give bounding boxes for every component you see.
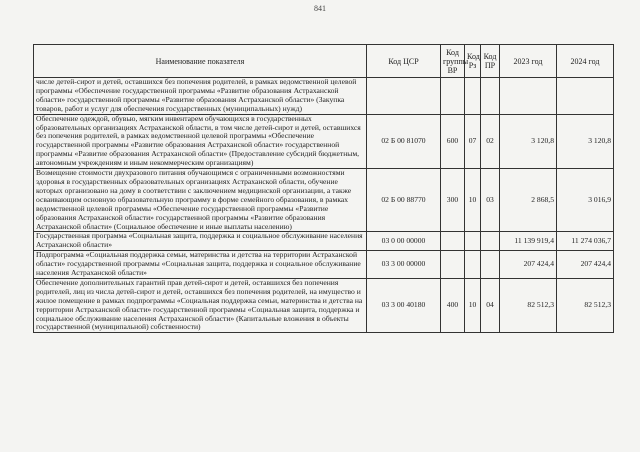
row-name: Обеспечение одеждой, обувью, мягким инвентарем обучающихся в государственных образовательных организациях Астраханской области, в том числе детей-сирот и детей, оставшихся без попечения родителей, в рамках ведомственной целевой программы «Обеспечение государственной программы «Развитие образования Астраханской области» государственной программы «Развитие образования Астраханской области» (Предоставление субсидий бюджетным, автономным учреждениям и иным некоммерческим организациям) xyxy=(34,114,367,168)
row-vr: 300 xyxy=(441,169,465,232)
row-2023: 11 139 919,4 xyxy=(500,232,557,251)
row-vr xyxy=(441,78,465,115)
row-csr: 02 Б 00 88770 xyxy=(367,169,441,232)
row-rz xyxy=(465,251,481,279)
header-csr: Код ЦСР xyxy=(367,45,441,78)
row-name: Обеспечение дополнительных гарантий прав детей-сирот и детей, оставшихся без попечения родителей, лиц из числа детей-сирот и детей, оставшихся без попечения родителей, на имущество и жилое помещение в рамках подпрограммы «Социальная поддержка семьи, материнства и детства на территории Астраханской области» государственной программы «Социальная защита, поддержка и социальное обслуживание населения Астраханской области» (Капитальные вложения в объекты государственной (муниципальной) собственности) xyxy=(34,278,367,332)
row-2023 xyxy=(500,78,557,115)
table-row xyxy=(34,78,614,115)
row-2023: 3 120,8 xyxy=(500,114,557,168)
row-vr xyxy=(441,251,465,279)
row-2024: 3 120,8 xyxy=(557,114,614,168)
budget-table xyxy=(33,44,614,333)
row-2024: 3 016,9 xyxy=(557,169,614,232)
row-rz xyxy=(465,78,481,115)
page-number: 841 xyxy=(314,4,326,13)
row-pr xyxy=(481,78,500,115)
row-2024: 207 424,4 xyxy=(557,251,614,279)
table-row xyxy=(34,114,614,168)
table-row xyxy=(34,232,614,251)
table-row xyxy=(34,169,614,232)
row-2024: 82 512,3 xyxy=(557,278,614,332)
row-pr: 04 xyxy=(481,278,500,332)
row-rz xyxy=(465,232,481,251)
header-row xyxy=(34,45,614,78)
row-csr: 03 3 00 40180 xyxy=(367,278,441,332)
header-pr: Код ПР xyxy=(481,45,500,78)
row-name: Государственная программа «Социальная защита, поддержка и социальное обслуживание населения Астраханской области» xyxy=(34,232,367,251)
row-vr: 400 xyxy=(441,278,465,332)
row-2024 xyxy=(557,78,614,115)
row-rz: 10 xyxy=(465,278,481,332)
row-pr: 02 xyxy=(481,114,500,168)
row-name: Возмещение стоимости двухразового питания обучающимся с ограниченными возможностями здоровья в государственных образовательных организациях Астраханской области, обучение которых организовано на дому в соответствии с заключением медицинской организации, а также осваивающим основную образовательную программу в форме семейного образования, в рамках ведомственной целевой программы «Обеспечение государственной программы «Развитие образования Астраханской области» государственной программы «Развитие образования Астраханской области» (Социальное обеспечение и иные выплаты населению) xyxy=(34,169,367,232)
row-csr: 03 3 00 00000 xyxy=(367,251,441,279)
header-2024: 2024 год xyxy=(557,45,614,78)
row-2023: 82 512,3 xyxy=(500,278,557,332)
row-vr xyxy=(441,232,465,251)
table-row xyxy=(34,251,614,279)
header-name: Наименование показателя xyxy=(34,45,367,78)
table-row xyxy=(34,278,614,332)
row-rz: 10 xyxy=(465,169,481,232)
row-name: числе детей-сирот и детей, оставшихся без попечения родителей, в рамках ведомственной целевой программы «Обеспечение государственной программы «Развитие образования Астраханской области» государственной программы «Развитие образования Астраханской области» (Закупка товаров, работ и услуг для обеспечения государственных (муниципальных) нужд) xyxy=(34,78,367,115)
row-pr xyxy=(481,232,500,251)
header-vr: Код группы ВР xyxy=(441,45,465,78)
header-rz: Код Рз xyxy=(465,45,481,78)
row-vr: 600 xyxy=(441,114,465,168)
row-2023: 207 424,4 xyxy=(500,251,557,279)
row-pr: 03 xyxy=(481,169,500,232)
row-2023: 2 868,5 xyxy=(500,169,557,232)
row-csr: 02 Б 00 81070 xyxy=(367,114,441,168)
row-2024: 11 274 036,7 xyxy=(557,232,614,251)
row-csr: 03 0 00 00000 xyxy=(367,232,441,251)
row-name: Подпрограмма «Социальная поддержка семьи, материнства и детства на территории Астраханской области» государственной программы «Социальная защита, поддержка и социальное обслуживание населения Астраханской области» xyxy=(34,251,367,279)
row-csr xyxy=(367,78,441,115)
header-2023: 2023 год xyxy=(500,45,557,78)
row-rz: 07 xyxy=(465,114,481,168)
row-pr xyxy=(481,251,500,279)
